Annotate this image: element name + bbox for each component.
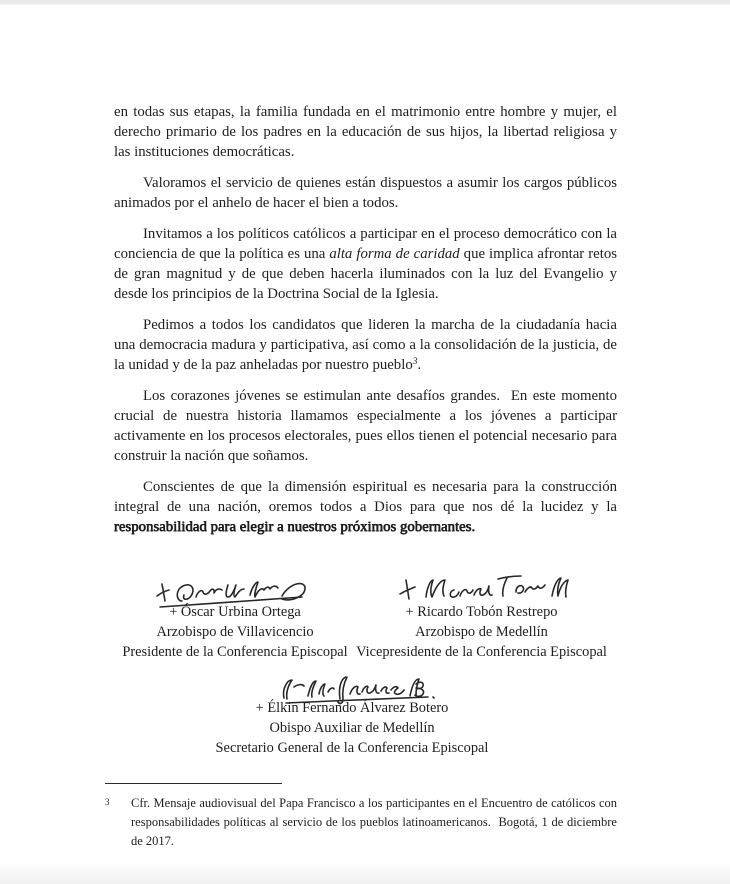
footnote-marker: 3	[105, 797, 110, 807]
signatory-role: Arzobispo de Villavicencio	[156, 624, 314, 640]
paragraph: Valoramos el servicio de quienes están dispuestos a asumir los cargos públicos animados por el anhelo de hacer el bien a todos.	[114, 175, 617, 211]
footnote-text: Cfr. Mensaje audiovisual del Papa Francisco a los participantes en el Encuentro de católicos con responsabilidades políticas al servicio de los pueblos latinoamericanos. Bogotá, 1 de diciembre de 2017.	[131, 796, 617, 848]
page-bottom-separator	[0, 862, 730, 884]
footnote-separator	[105, 783, 282, 784]
signature-block-president	[114, 602, 356, 662]
paragraph: Pedimos a todos los candidatos que lideren la marcha de la ciudadanía hacia una democracia madura y participativa, así como a la consolidación de la justicia, de la unidad y de la paz anheladas por nuestro pueblo$^3$.	[114, 317, 617, 373]
signatory-name: + Óscar Urbina Ortega	[169, 604, 301, 620]
signatory-office: Secretario General de la Conferencia Episcopal	[215, 740, 489, 756]
signature-block-secretary	[102, 698, 602, 758]
signatory-role: Arzobispo de Medellín	[415, 624, 548, 640]
paragraph: en todas sus etapas, la familia fundada en el matrimonio entre hombre y mujer, el derecho primario de los padres en la educación de sus hijos, la libertad religiosa y las instituciones democráticas.	[114, 104, 617, 160]
footnote	[104, 794, 617, 851]
page-top-separator	[0, 0, 730, 5]
signature-block-vicepresident	[346, 602, 617, 662]
signatory-name: + Ricardo Tobón Restrepo	[405, 604, 558, 620]
signatory-office: Presidente de la Conferencia Episcopal	[122, 644, 348, 660]
body-text	[114, 102, 617, 548]
signatory-name: + Élkin Fernando Álvarez Botero	[255, 700, 449, 716]
signatory-role: Obispo Auxiliar de Medellín	[269, 720, 435, 736]
paragraph: Invitamos a los políticos católicos a participar en el proceso democrático con la conciencia de que la política es una alta forma de caridad que implica afrontar retos de gran magnitud y de que deben hacerla iluminados con la luz del Evangelio y desde los principios de la Doctrina Social de la Iglesia.	[114, 226, 617, 302]
signatory-office: Vicepresidente de la Conferencia Episcopal	[356, 644, 607, 660]
paragraph: Conscientes de que la dimensión espiritual es necesaria para la construcción integral de una nación, oremos todos a Dios para que nos dé la lucidez y la responsabilidad para elegir a nuestros próximos gobernantes.	[114, 479, 617, 535]
paragraph: Los corazones jóvenes se estimulan ante desafíos grandes. En este momento crucial de nuestra historia llamamos especialmente a los jóvenes a participar activamente en los procesos electorales, pues ellos tienen el potencial necesario para construir la nación que soñamos.	[114, 388, 617, 464]
